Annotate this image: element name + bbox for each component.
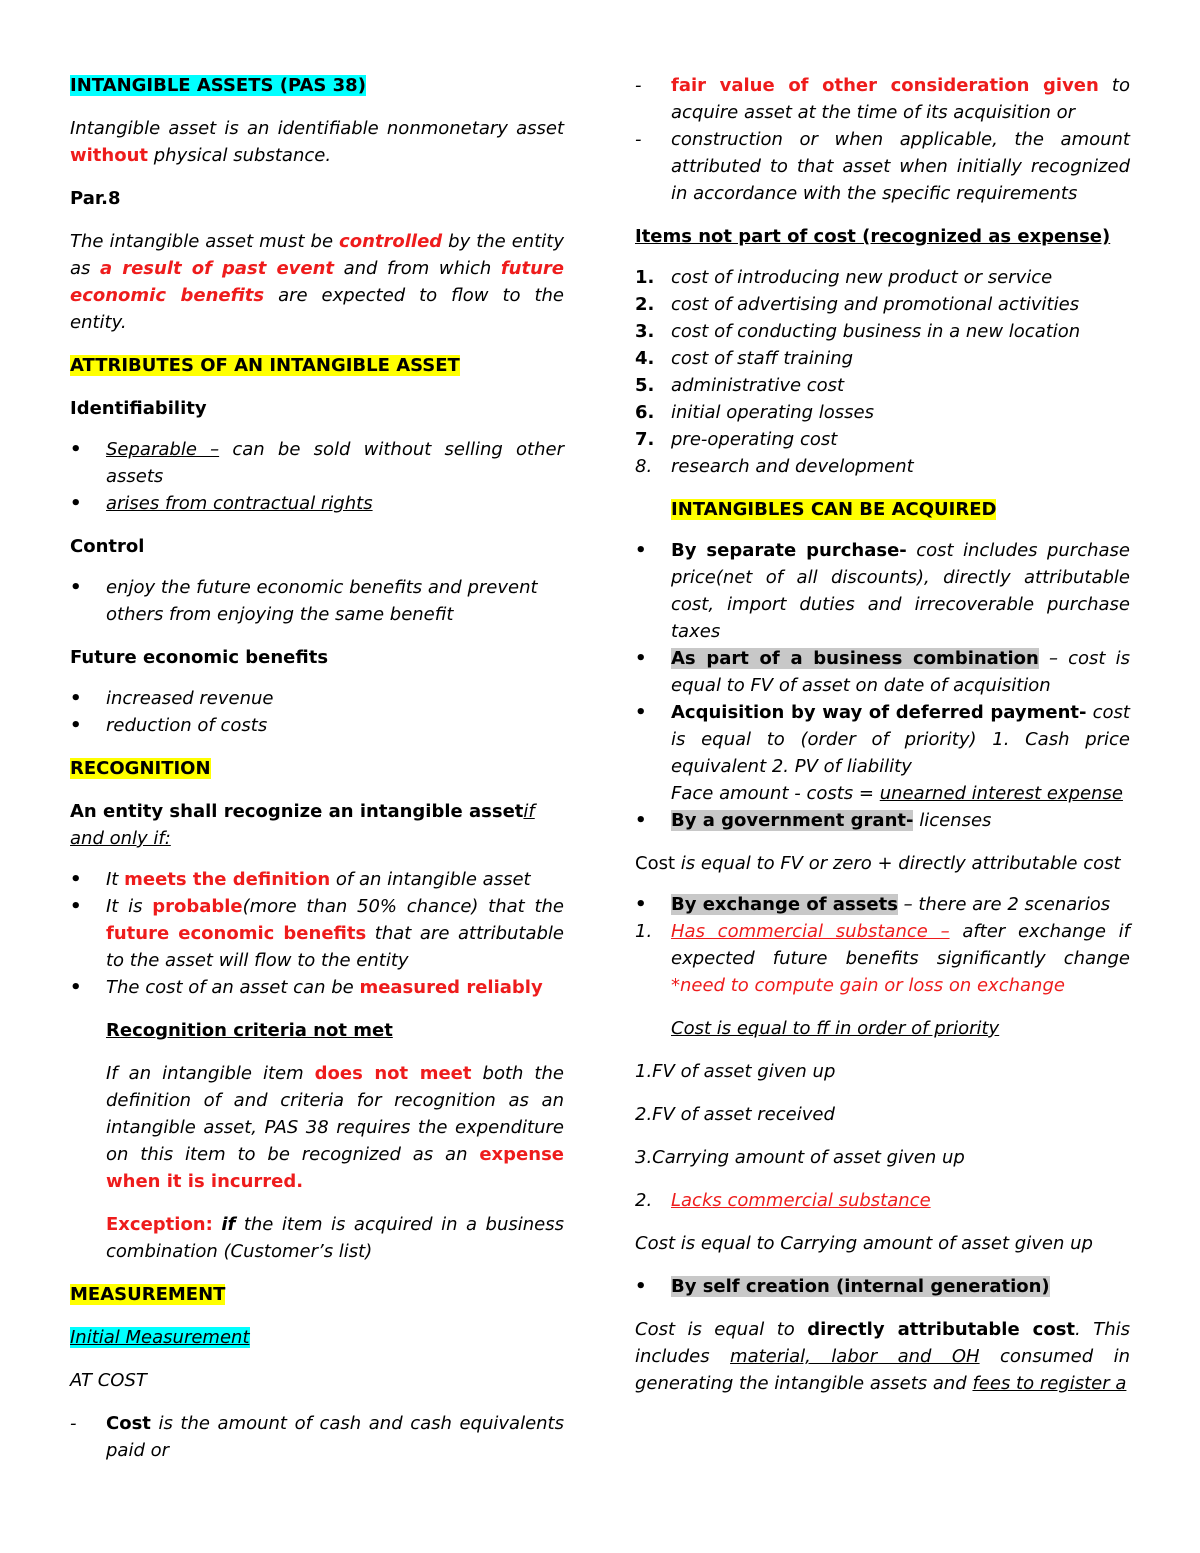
exception-paragraph: Exception: if the item is acquired in a business combination (Customer’s list): [106, 1214, 564, 1262]
lacks-cost-paragraph: Cost is equal to Carrying amount of asset given up: [635, 1233, 1093, 1254]
list-item: • arises from contractual rights: [70, 490, 564, 517]
list-number: 4.: [635, 348, 655, 369]
list-text: initial operating losses: [671, 402, 875, 423]
list-item: • enjoy the future economic benefits and prevent others from enjoying the same benefit: [70, 574, 564, 628]
dash-icon: -: [70, 1413, 77, 1434]
list-number: 2.: [635, 294, 655, 315]
list-item: • The cost of an asset can be measured reliably: [70, 974, 564, 1001]
identifiability-label: Identifiability: [70, 398, 207, 419]
deferred-payment-formula: Face amount - costs = unearned interest expense: [671, 783, 1123, 804]
par8-paragraph: The intangible asset must be controlled by the entity as a result of past event and from which future economic benefits are expected to flow to the entity.: [70, 231, 564, 333]
list-item: [635, 291, 1130, 318]
criteria-heading: Recognition criteria not met: [106, 1020, 393, 1041]
bullet-icon: •: [70, 493, 82, 514]
bullet-icon: •: [70, 688, 82, 709]
dash-icon: -: [635, 129, 642, 150]
list-number: 1.: [635, 267, 655, 288]
control-label: Control: [70, 536, 145, 557]
list-item: [635, 264, 1130, 291]
list-item: [635, 453, 1130, 480]
list-text: cost of introducing new product or service: [671, 267, 1053, 288]
list-item: • increased revenue: [70, 685, 564, 712]
grant-cost-paragraph: Cost is equal to FV or zero + directly attributable cost: [635, 853, 1121, 874]
priority-item: 3.Carrying amount of asset given up: [635, 1147, 965, 1168]
page-title: INTANGIBLE ASSETS (PAS 38): [70, 75, 366, 96]
list-item: - construction or when applicable, the amount attributed to that asset when initially recognized in accordance with the specific requirements: [635, 126, 1130, 207]
list-item: [635, 345, 1130, 372]
bullet-icon: •: [70, 439, 82, 460]
definition-paragraph: Intangible asset is an identifiable nonmonetary asset without physical substance.: [70, 118, 564, 166]
list-item: 1. Has commercial substance – after exchange if expected future benefits significantly change *need to compute gain or loss on exchange: [635, 921, 1130, 996]
list-number: 6.: [635, 402, 655, 423]
list-item: • Separable – can be sold without selling other assets: [70, 436, 564, 490]
list-item: [635, 318, 1130, 345]
list-text: cost of staff training: [671, 348, 854, 369]
list-text: pre-operating cost: [671, 429, 838, 450]
not-part-of-cost-heading: Items not part of cost (recognized as expense): [635, 226, 1111, 247]
bullet-icon: •: [635, 894, 647, 915]
bullet-icon: •: [635, 648, 647, 669]
self-creation-cost-paragraph: Cost is equal to directly attributable cost. This includes material, labor and OH consumed in generating the intangible assets and fees to register a: [635, 1319, 1131, 1394]
bullet-icon: •: [635, 810, 647, 831]
list-number: 7.: [635, 429, 655, 450]
list-number: 3.: [635, 321, 655, 342]
initial-measurement: Initial Measurement: [70, 1327, 250, 1348]
dash-icon: -: [635, 75, 642, 96]
list-text: cost of conducting business in a new location: [671, 321, 1081, 342]
list-item: • By exchange of assets – there are 2 scenarios: [635, 891, 1130, 918]
list-item: • By self creation (internal generation): [635, 1273, 1130, 1300]
list-number: 5.: [635, 375, 655, 396]
list-item: [635, 372, 1130, 399]
list-item: [635, 426, 1130, 453]
bullet-icon: •: [70, 977, 82, 998]
priority-item: 2.FV of asset received: [635, 1104, 835, 1125]
bullet-icon: •: [70, 896, 82, 917]
list-item: [635, 399, 1130, 426]
list-text: cost of advertising and promotional activities: [671, 294, 1080, 315]
right-column: [635, 62, 1130, 1397]
attributes-heading: ATTRIBUTES OF AN INTANGIBLE ASSET: [70, 355, 460, 376]
left-column: [70, 62, 564, 1464]
list-item: • By separate purchase- cost includes purchase price(net of all discounts), directly attributable cost, import duties and irrecoverable purchase taxes: [635, 537, 1130, 645]
priority-heading: Cost is equal to ff in order of priority: [671, 1018, 1000, 1039]
list-item: • Acquisition by way of deferred payment- cost is equal to (order of priority) 1. Cash price equivalent 2. PV of liability: [635, 699, 1130, 780]
recognition-intro: An entity shall recognize an intangible assetif and only if:: [70, 801, 535, 849]
list-item: • It meets the definition of an intangible asset: [70, 866, 564, 893]
list-text: administrative cost: [671, 375, 845, 396]
at-cost-label: AT COST: [70, 1370, 147, 1391]
not-part-of-cost-list: [635, 264, 1130, 480]
bullet-icon: •: [70, 869, 82, 890]
recognition-heading: RECOGNITION: [70, 758, 211, 779]
list-number: 8.: [635, 456, 653, 477]
list-item: 2. Lacks commercial substance: [635, 1190, 931, 1211]
acquired-heading: INTANGIBLES CAN BE ACQUIRED: [671, 499, 997, 520]
list-item: • It is probable(more than 50% chance) that the future economic benefits that are attributable to the asset will flow to the entity: [70, 893, 564, 974]
bullet-icon: •: [635, 1276, 647, 1297]
future-benefits-label: Future economic benefits: [70, 647, 329, 668]
par8-label: Par.8: [70, 188, 121, 209]
priority-item: 1.FV of asset given up: [635, 1061, 836, 1082]
bullet-icon: •: [70, 715, 82, 736]
list-text: research and development: [671, 456, 914, 477]
list-item: - fair value of other consideration given to acquire asset at the time of its acquisition or: [635, 72, 1130, 126]
list-item: • By a government grant- licenses: [635, 807, 1130, 834]
criteria-paragraph: If an intangible item does not meet both the definition of and criteria for recognition as an intangible asset, PAS 38 requires the expenditure on this item to be recognized as an expense when it is incurred.: [106, 1063, 564, 1192]
measurement-heading: MEASUREMENT: [70, 1284, 226, 1305]
bullet-icon: •: [635, 540, 647, 561]
bullet-icon: •: [635, 702, 647, 723]
bullet-icon: •: [70, 577, 82, 598]
list-item: - Cost is the amount of cash and cash equivalents paid or: [70, 1410, 564, 1464]
list-item: • As part of a business combination – cost is equal to FV of asset on date of acquisition: [635, 645, 1130, 699]
list-item: • reduction of costs: [70, 712, 564, 739]
